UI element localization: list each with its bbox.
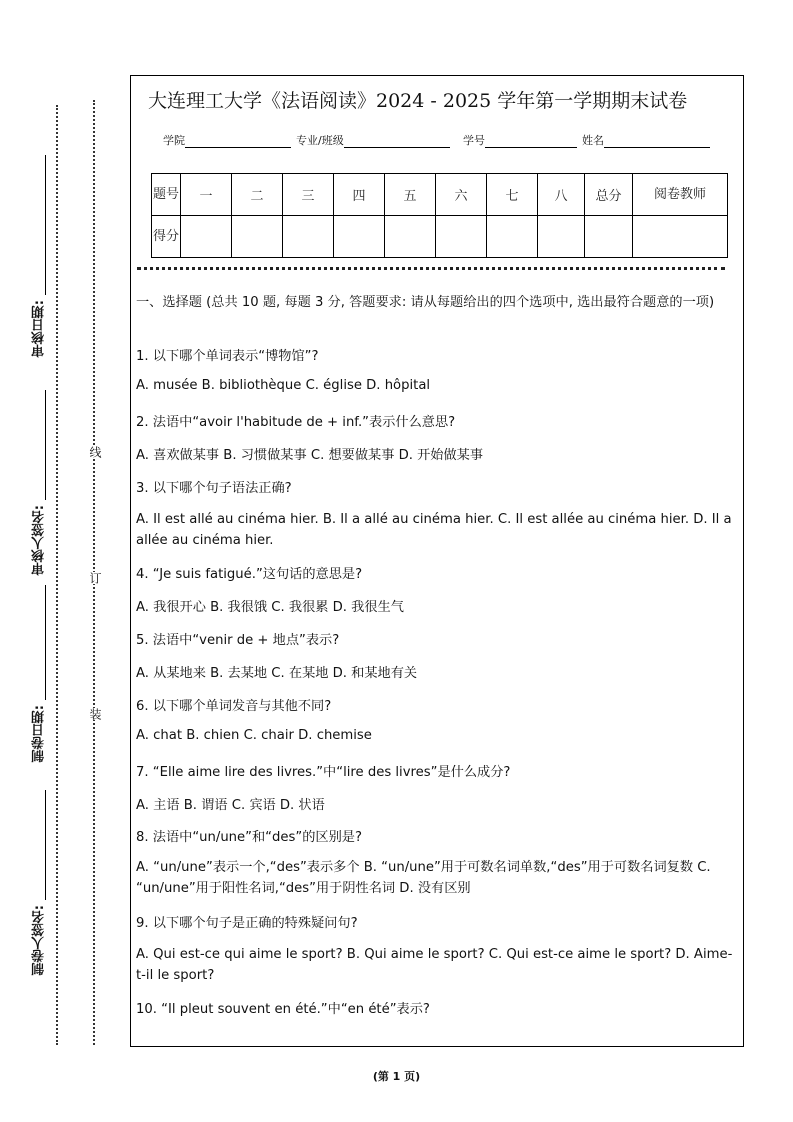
score-cell-total[interactable] [585,216,633,258]
score-cell-2[interactable] [232,216,283,258]
bind-char-staple: 订 [88,572,102,584]
page-footer: (第 1 页) [372,1070,421,1083]
question-10: 10. “Il pleut souvent en été.”中“en été”表示? [136,1002,430,1017]
field-student-id-label: 学号 [463,134,485,147]
score-col-5: 五 [385,174,436,216]
score-cell-1[interactable] [181,216,232,258]
score-table-row-label-score: 得分 [152,216,181,258]
options-1: A. musée B. bibliothèque C. église D. hôpital [136,378,431,393]
score-cell-3[interactable] [283,216,334,258]
options-3: A. Il est allé au cinéma hier. B. Il a allé au cinéma hier. C. Il est allée au cinéma hier. D. Il a allée au cinéma hier. [136,512,732,548]
score-table [151,173,728,258]
question-5: 5. 法语中“venir de + 地点”表示? [136,633,340,648]
field-major-class [296,132,450,148]
question-9: 9. 以下哪个句子是正确的特殊疑问句? [136,916,358,931]
review-date-line [45,155,46,295]
left-dotted-rule [56,105,58,1045]
field-college [163,132,291,148]
question-1: 1. 以下哪个单词表示“博物馆”? [136,349,319,364]
score-col-3: 三 [283,174,334,216]
section-heading: 一、选择题 (总共 10 题, 每题 3 分, 答题要求: 请从每题给出的四个选项中, 选出最符合题意的一项) [136,295,715,310]
options-2: A. 喜欢做某事 B. 习惯做某事 C. 想要做某事 D. 开始做某事 [136,448,484,463]
preparer-signature-line [45,790,46,900]
score-cell-6[interactable] [436,216,487,258]
score-col-grader: 阅卷教师 [633,174,728,216]
score-col-2: 二 [232,174,283,216]
field-name-blank[interactable] [604,135,710,148]
score-table-row-label-question: 题号 [152,174,181,216]
question-7: 7. “Elle aime lire des livres.”中“lire des livres”是什么成分? [136,765,511,780]
exam-title: 大连理工大学《法语阅读》2024 - 2025 学年第一学期期末试卷 [148,90,688,112]
prep-date-label: 制卷日期: [32,705,47,763]
header-dotted-separator [137,267,725,270]
question-3: 3. 以下哪个句子语法正确? [136,481,292,496]
options-5: A. 从某地来 B. 去某地 C. 在某地 D. 和某地有关 [136,666,418,681]
score-col-total: 总分 [585,174,633,216]
field-major-class-label: 专业/班级 [296,134,344,147]
score-col-4: 四 [334,174,385,216]
score-col-7: 七 [487,174,538,216]
score-col-1: 一 [181,174,232,216]
score-cell-4[interactable] [334,216,385,258]
question-2: 2. 法语中“avoir l'habitude de + inf.”表示什么意思? [136,415,456,430]
reviewer-signature-line [45,390,46,500]
score-cell-5[interactable] [385,216,436,258]
score-cell-8[interactable] [538,216,585,258]
question-4: 4. “Je suis fatigué.”这句话的意思是? [136,567,363,582]
options-7: A. 主语 B. 谓语 C. 宾语 D. 状语 [136,798,325,813]
field-college-blank[interactable] [185,135,291,148]
field-student-id-blank[interactable] [485,135,577,148]
preparer-signature-label: 制卷人签名: [32,905,47,976]
question-6: 6. 以下哪个单词发音与其他不同? [136,699,332,714]
reviewer-signature-label: 审核人签名: [32,505,47,576]
prep-date-line [45,585,46,700]
field-name-label: 姓名 [582,134,604,147]
question-8: 8. 法语中“un/une”和“des”的区别是? [136,830,362,845]
field-college-label: 学院 [163,134,185,147]
options-9: A. Qui est-ce qui aime le sport? B. Qui aime le sport? C. Qui est-ce aime le sport? D. Aime-t-il le sport? [136,947,733,983]
field-major-class-blank[interactable] [344,135,450,148]
score-cell-grader[interactable] [633,216,728,258]
field-student-id [463,132,577,148]
bind-char-line: 线 [88,446,102,458]
bind-char-bind: 装 [88,708,102,720]
score-col-6: 六 [436,174,487,216]
field-name [582,132,710,148]
review-date-label: 审核日期: [32,300,47,358]
options-4: A. 我很开心 B. 我很饿 C. 我很累 D. 我很生气 [136,600,404,615]
score-cell-7[interactable] [487,216,538,258]
options-8: A. “un/une”表示一个,“des”表示多个 B. “un/une”用于可数名词单数,“des”用于可数名词复数 C. “un/une”用于阳性名词,“des”用于阴性名词 D. 没有区别 [136,860,711,896]
score-col-8: 八 [538,174,585,216]
options-6: A. chat B. chien C. chair D. chemise [136,728,372,743]
